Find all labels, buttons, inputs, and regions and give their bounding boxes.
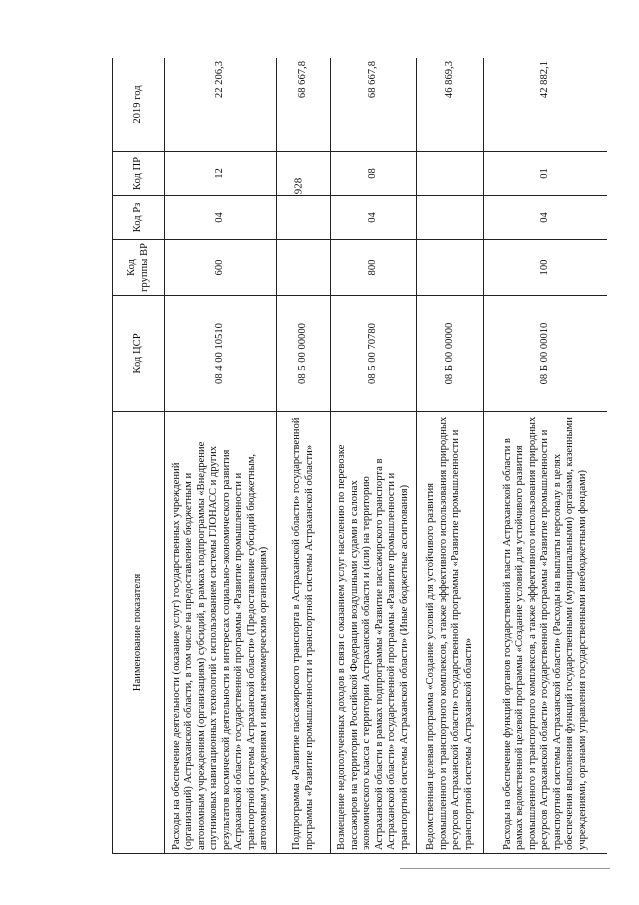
table-row <box>165 58 277 854</box>
row-amount: 68 667,8 <box>277 58 331 152</box>
table-row <box>417 58 484 854</box>
row-name: Расходы на обеспечение функций органов государственной власти Астраханской области в рамках ведомственной целевой программы «Создание условий для устойчивого развития промышленного и транспортного комплексов, а также эффективного использования природных ресурсов Астраханской области» государственной программы «Развитие промышленности и транспортной системы Астраханской области» (Расходы на выплаты персоналу в целях обеспечения выполнения функций государственными (муниципальными) органами, казенными учреждениями, органами управления государственными внебюджетными фондами) <box>484 412 608 854</box>
row-rz <box>417 196 484 240</box>
table-row <box>331 58 417 854</box>
row-name: Подпрограмма «Развитие пассажирского транспорта в Астраханской области» государственной программы «Развитие промышленности и транспортной системы Астраханской области» <box>277 412 331 854</box>
row-name: Расходы на обеспечение деятельности (оказание услуг) государственных учреждений (организаций) Астраханской области, в том числе на предоставление бюджетным и автономным учреждениям (организациям) субсидий, в рамках подпрограммы «Внедрение спутниковых навигационных технологий с использованием системы ГЛОНАСС и других результатов космической деятельности в интересах социально-экономического развития Астраханской области» государственной программы «Развитие промышленности и транспортной системы Астраханской области» (Предоставление субсидий бюджетным, автономным учреждениям и иным некоммерческим организациям) <box>165 412 277 854</box>
row-pr: 01 <box>484 152 608 196</box>
row-csr: 08 4 00 10510 <box>165 296 277 412</box>
row-name: Возмещение недополученных доходов в связи с оказанием услуг населению по перевозке пассажиров на территории Российской Федерации воздушными судами в салонах экономического класса с территории Астраханской области и (или) на территорию Астраханской области в рамках подпрограммы «Развитие пассажирского транспорта в Астраханской области» государственной программы «Развитие промышленности и транспортной системы Астраханской области» (Иные бюджетные ассигнования) <box>331 412 417 854</box>
row-csr: 08 5 00 70780 <box>331 296 417 412</box>
row-rz: 04 <box>331 196 417 240</box>
table-header-row <box>113 58 165 854</box>
row-amount: 68 667,8 <box>331 58 417 152</box>
row-pr: 08 <box>331 152 417 196</box>
table-row <box>484 58 608 854</box>
table-row <box>277 58 331 854</box>
row-pr <box>417 152 484 196</box>
row-name: Ведомственная целевая программа «Создание условий для устойчивого развития промышленного и транспортного комплексов, а также эффективного использования природных ресурсов Астраханской области» государственной программы «Развитие промышленности и транспортной системы Астраханской области» <box>417 412 484 854</box>
row-vr: 100 <box>484 240 608 296</box>
page-number: 928 <box>292 177 305 195</box>
scan-edge-line <box>400 868 610 869</box>
row-amount: 22 206,3 <box>165 58 277 152</box>
header-vr: Код группы ВР <box>113 240 165 296</box>
row-amount: 46 869,3 <box>417 58 484 152</box>
row-vr: 600 <box>165 240 277 296</box>
row-pr: 12 <box>165 152 277 196</box>
row-csr: 08 5 00 00000 <box>277 296 331 412</box>
row-vr <box>277 240 331 296</box>
row-rz <box>277 196 331 240</box>
row-rz: 04 <box>484 196 608 240</box>
row-rz: 04 <box>165 196 277 240</box>
header-csr: Код ЦСР <box>113 296 165 412</box>
row-vr: 800 <box>331 240 417 296</box>
row-vr <box>417 240 484 296</box>
row-pr <box>277 152 331 196</box>
budget-table <box>112 58 607 854</box>
row-amount: 42 882,1 <box>484 58 608 152</box>
row-csr: 08 Б 00 00000 <box>417 296 484 412</box>
budget-table-container <box>112 58 607 854</box>
budget-table-rotated <box>112 58 607 854</box>
row-csr: 08 Б 00 00010 <box>484 296 608 412</box>
header-rz: Код Рз <box>113 196 165 240</box>
header-name: Наименование показателя <box>113 412 165 854</box>
header-pr: Код ПР <box>113 152 165 196</box>
header-year: 2019 год <box>113 58 165 152</box>
